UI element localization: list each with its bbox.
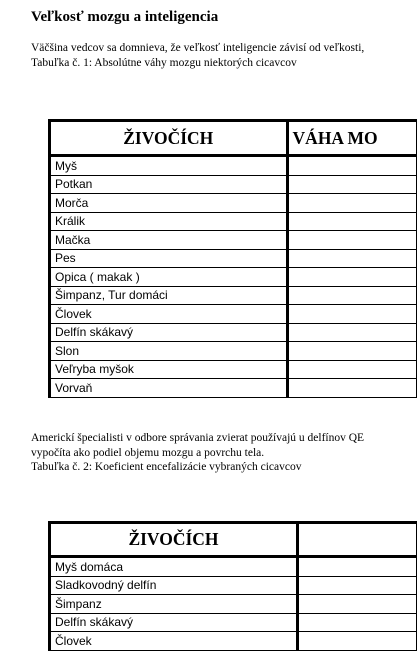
table-row	[50, 595, 417, 614]
animal-column-header: ŽIVOČÍCH	[50, 121, 288, 156]
table1-caption: Tabuľka č. 1: Absolútne váhy mozgu niektorých cicavcov	[31, 57, 297, 69]
value-cell	[298, 595, 417, 614]
animal-name-cell: Veľryba myšok	[50, 360, 288, 379]
value-cell	[298, 557, 417, 577]
table-row	[50, 212, 417, 231]
table-row	[50, 576, 417, 595]
value-cell	[287, 268, 416, 287]
value-column-header	[298, 523, 417, 557]
document-title: Veľkosť mozgu a inteligencia	[31, 9, 219, 25]
animal-name-cell: Morča	[50, 194, 288, 213]
table2-caption: Tabuľka č. 2: Koeficient encefalizácie vybraných cicavcov	[31, 461, 302, 473]
table-row	[50, 379, 417, 398]
table-row	[50, 175, 417, 194]
table-row	[50, 194, 417, 213]
encephalization-table	[48, 521, 417, 651]
table-row	[50, 342, 417, 361]
animal-name-cell: Opica ( makak )	[50, 268, 288, 287]
animal-name-cell: Delfín skákavý	[50, 613, 298, 632]
value-cell	[287, 342, 416, 361]
animal-column-header: ŽIVOČÍCH	[50, 523, 298, 557]
qe-paragraph-line1: Americkí špecialisti v odbore správania zvierat používajú u delfínov QE	[31, 432, 365, 444]
intro-paragraph: Väčšina vedcov sa domnieva, že veľkosť inteligencie závisí od veľkosti,	[31, 42, 365, 54]
animal-name-cell: Slon	[50, 342, 288, 361]
value-cell	[287, 323, 416, 342]
table-row	[50, 305, 417, 324]
animal-name-cell: Šimpanz, Tur domáci	[50, 286, 288, 305]
animal-name-cell: Potkan	[50, 175, 288, 194]
animal-name-cell: Myš domáca	[50, 557, 298, 577]
brain-weight-table	[48, 119, 417, 398]
value-cell	[298, 576, 417, 595]
value-cell	[298, 613, 417, 632]
animal-name-cell: Pes	[50, 249, 288, 268]
animal-name-cell: Šimpanz	[50, 595, 298, 614]
animal-name-cell: Človek	[50, 305, 288, 324]
table-header-row	[50, 121, 417, 156]
animal-name-cell: Myš	[50, 156, 288, 176]
animal-name-cell: Vorvaň	[50, 379, 288, 398]
animal-name-cell: Králik	[50, 212, 288, 231]
value-cell	[287, 249, 416, 268]
value-cell	[287, 231, 416, 250]
table-row	[50, 632, 417, 651]
value-cell	[287, 175, 416, 194]
table-row	[50, 613, 417, 632]
value-cell	[287, 360, 416, 379]
animal-name-cell: Sladkovodný delfín	[50, 576, 298, 595]
qe-paragraph-line2: vypočíta ako podiel objemu mozgu a povrchu tela.	[31, 447, 265, 459]
weight-column-header: VÁHA MO	[287, 121, 416, 156]
table-row	[50, 286, 417, 305]
table-row	[50, 557, 417, 577]
table-row	[50, 156, 417, 176]
animal-name-cell: Mačka	[50, 231, 288, 250]
table-row	[50, 323, 417, 342]
table-header-row	[50, 523, 417, 557]
table-row	[50, 268, 417, 287]
value-cell	[287, 156, 416, 176]
value-cell	[287, 379, 416, 398]
value-cell	[287, 212, 416, 231]
animal-name-cell: Delfín skákavý	[50, 323, 288, 342]
value-cell	[287, 194, 416, 213]
value-cell	[298, 632, 417, 651]
table-row	[50, 360, 417, 379]
table-row	[50, 249, 417, 268]
animal-name-cell: Človek	[50, 632, 298, 651]
table-row	[50, 231, 417, 250]
value-cell	[287, 286, 416, 305]
value-cell	[287, 305, 416, 324]
